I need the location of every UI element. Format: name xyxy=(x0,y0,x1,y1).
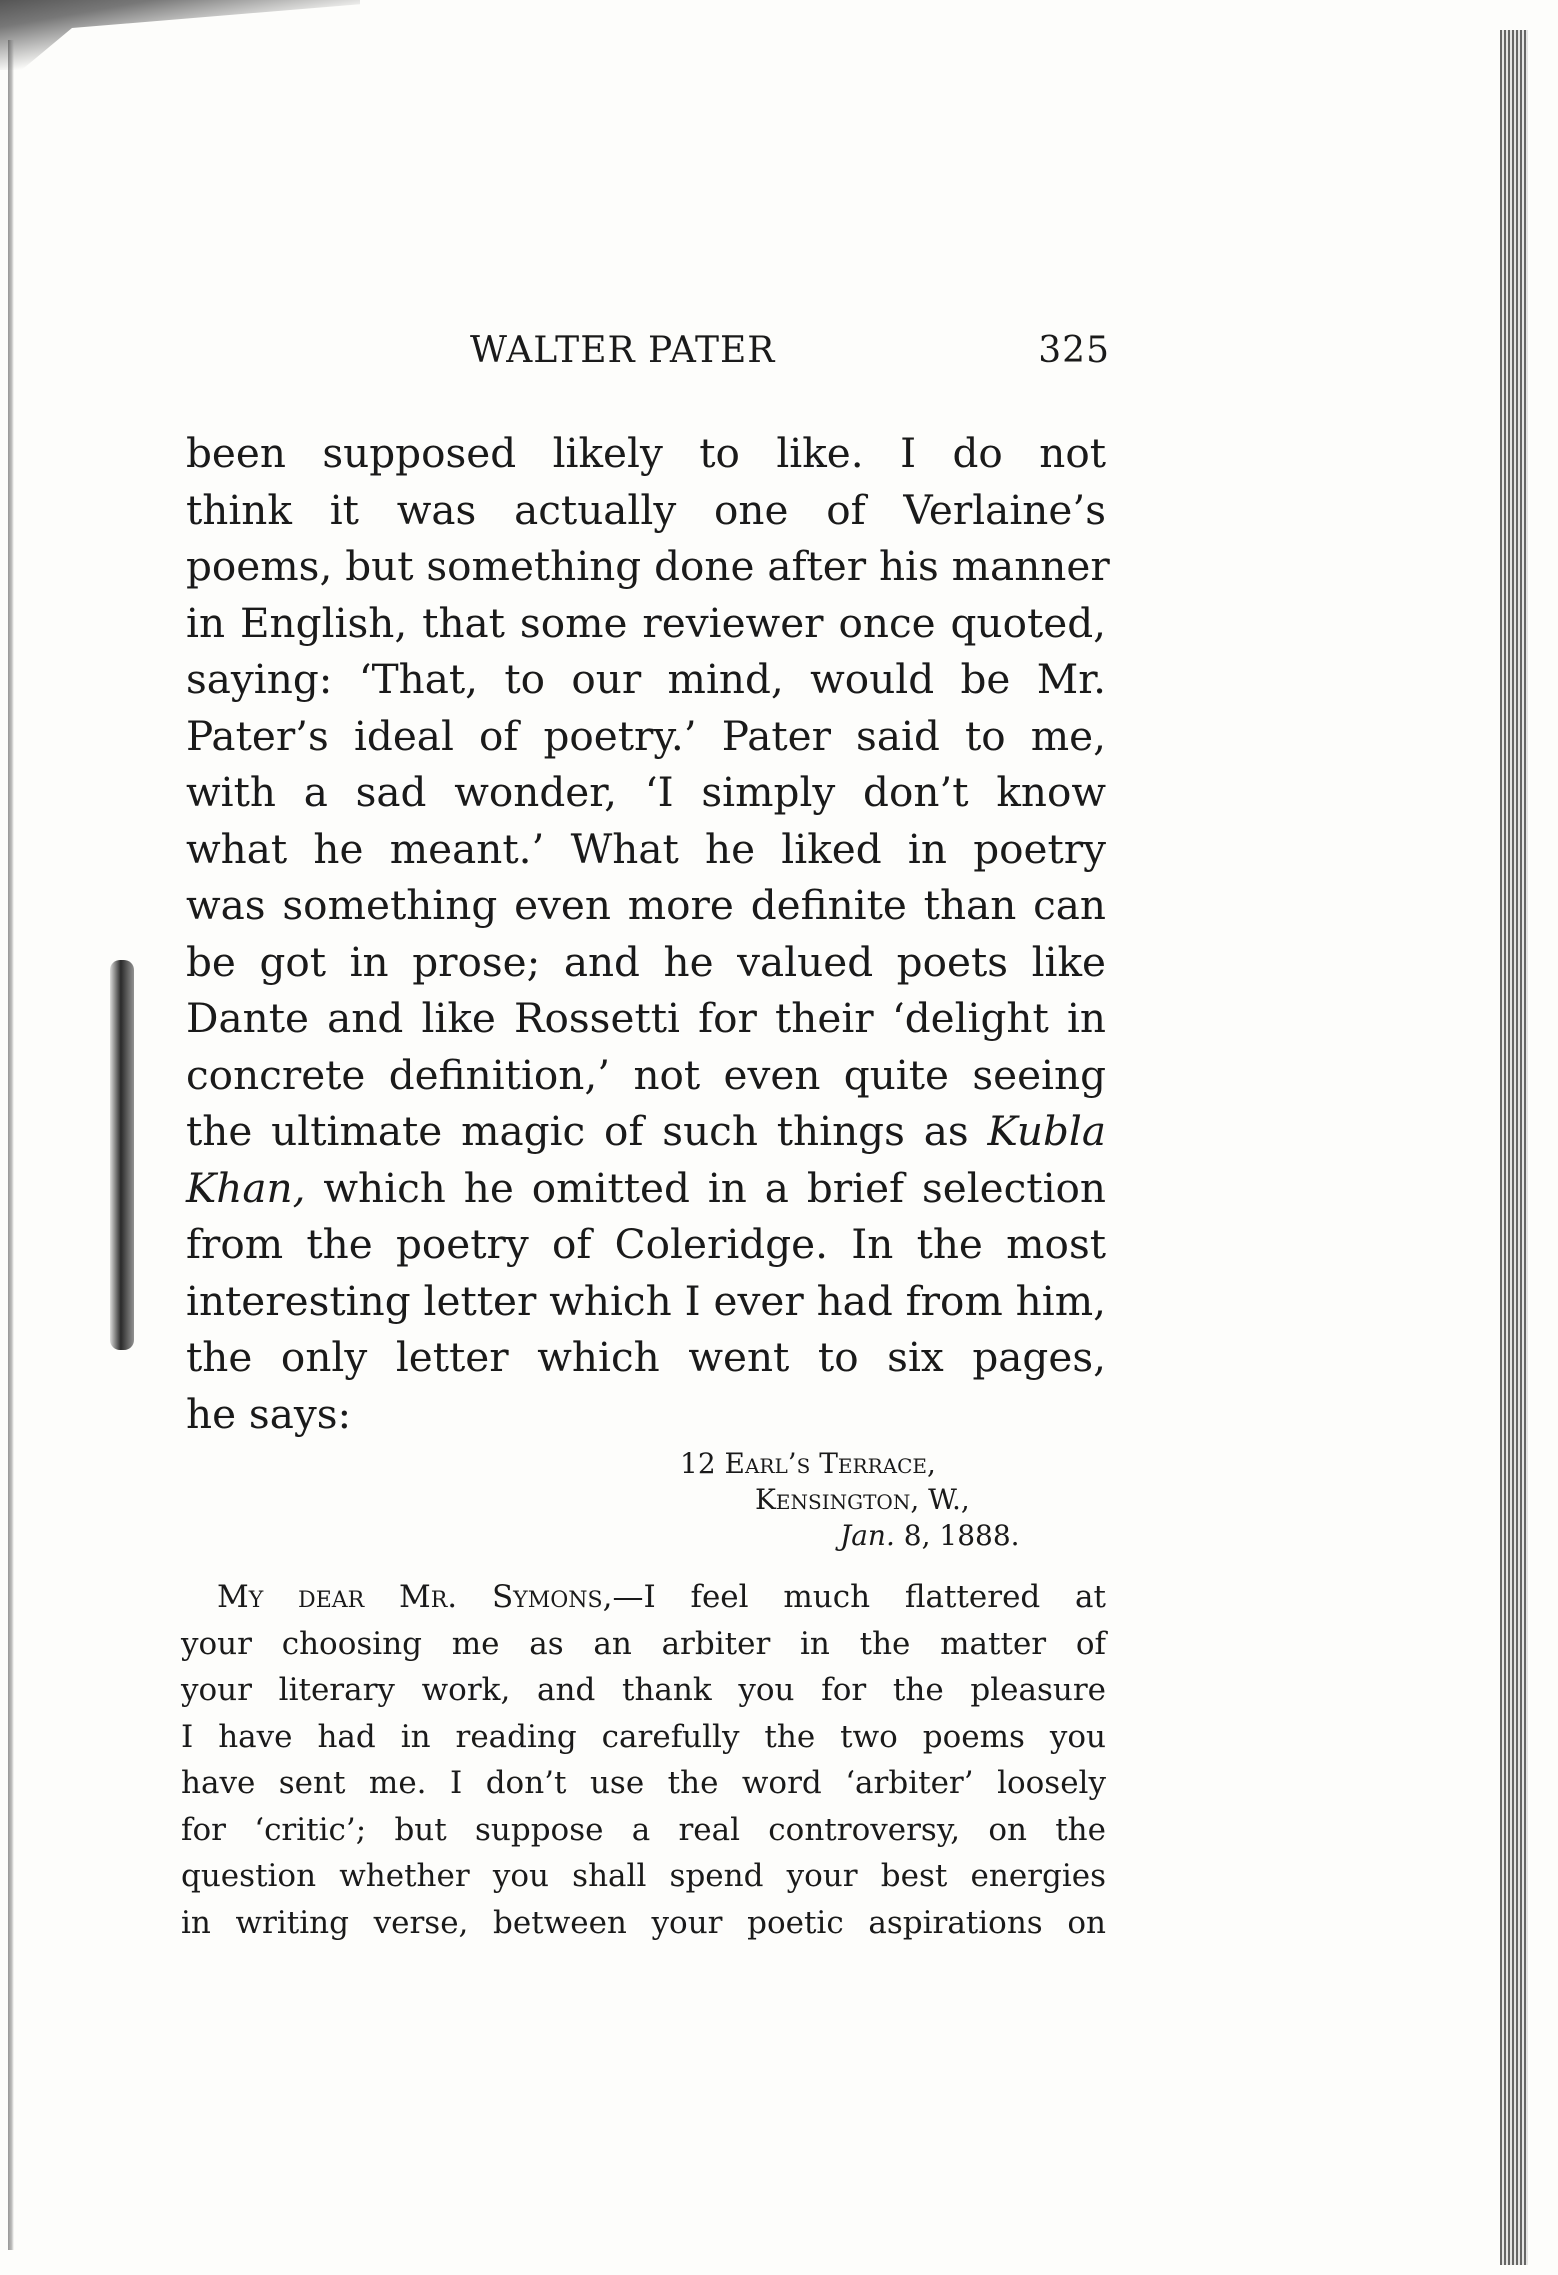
letter-salutation: My dear Mr. Symons, xyxy=(217,1579,613,1615)
text-line xyxy=(186,1160,1106,1217)
page-number: 325 xyxy=(1038,330,1110,371)
text-line: your choosing me as an arbiter in the matter of xyxy=(181,1625,1106,1662)
text-line: your literary work, and thank you for the pleasure xyxy=(181,1672,1106,1708)
margin-ink-smudge xyxy=(110,960,134,1350)
letter-dateline xyxy=(660,1446,1080,1554)
text-line: Pater’s ideal of poetry.’ Pater said to me, xyxy=(186,711,1106,760)
address-line: Kensington, W., xyxy=(755,1483,970,1516)
text-line: from the poetry of Coleridge. In the most xyxy=(186,1220,1106,1268)
text-line: be got in prose; and he valued poets like xyxy=(186,937,1106,986)
scan-right-edge xyxy=(1500,30,1528,2265)
date-month: Jan. xyxy=(840,1519,895,1552)
text-line: was something even more definite than can xyxy=(186,881,1106,929)
text-line: poems, but something done after his manner xyxy=(186,542,1110,590)
text-line: I have had in reading carefully the two poems you xyxy=(181,1718,1106,1755)
text-line: saying: ‘That, to our mind, would be Mr. xyxy=(186,655,1106,703)
text-line: in writing verse, between your poetic aspirations on xyxy=(181,1904,1106,1941)
body-paragraph xyxy=(186,425,1110,1442)
text-line: think it was actually one of Verlaine’s xyxy=(186,485,1106,534)
text-line: in English, that some reviewer once quoted, xyxy=(186,598,1106,647)
text-line: have sent me. I don’t use the word ‘arbiter’ loosely xyxy=(181,1765,1106,1801)
text-segment: —I feel much flattered at xyxy=(612,1579,1106,1615)
letter-date xyxy=(660,1518,1080,1554)
text-segment: the ultimate magic of such things as xyxy=(186,1107,969,1155)
running-head: WALTER PATER xyxy=(470,330,776,371)
text-line: interesting letter which I ever had from him, xyxy=(186,1276,1106,1325)
address-line: 12 Earl’s Terrace, xyxy=(680,1447,936,1480)
text-line: Dante and like Rossetti for their ‘delight in xyxy=(186,994,1106,1042)
text-segment: which he omitted in a brief selection xyxy=(323,1163,1107,1212)
text-line: with a sad wonder, ‘I simply don’t know xyxy=(186,768,1106,816)
scan-left-edge xyxy=(8,40,14,2250)
date-rest: 8, 1888. xyxy=(903,1519,1020,1552)
text-line xyxy=(186,1103,1106,1160)
text-line: been supposed likely to like. I do not xyxy=(186,429,1106,477)
italic-title: Khan, xyxy=(186,1163,306,1212)
italic-title: Kubla xyxy=(987,1107,1107,1155)
text-line: what he meant.’ What he liked in poetry xyxy=(186,824,1106,873)
text-line: for ‘critic’; but suppose a real controversy, on the xyxy=(181,1811,1106,1848)
text-line: the only letter which went to six pages, xyxy=(186,1333,1106,1381)
page-header xyxy=(180,330,1110,390)
text-line: question whether you shall spend your best energies xyxy=(181,1858,1106,1894)
text-line xyxy=(181,1574,1106,1621)
text-line: concrete definition,’ not even quite seeing xyxy=(186,1050,1106,1099)
scan-corner-shadow xyxy=(0,0,360,70)
letter-body xyxy=(181,1574,1106,1946)
text-line: he says: xyxy=(186,1389,352,1438)
